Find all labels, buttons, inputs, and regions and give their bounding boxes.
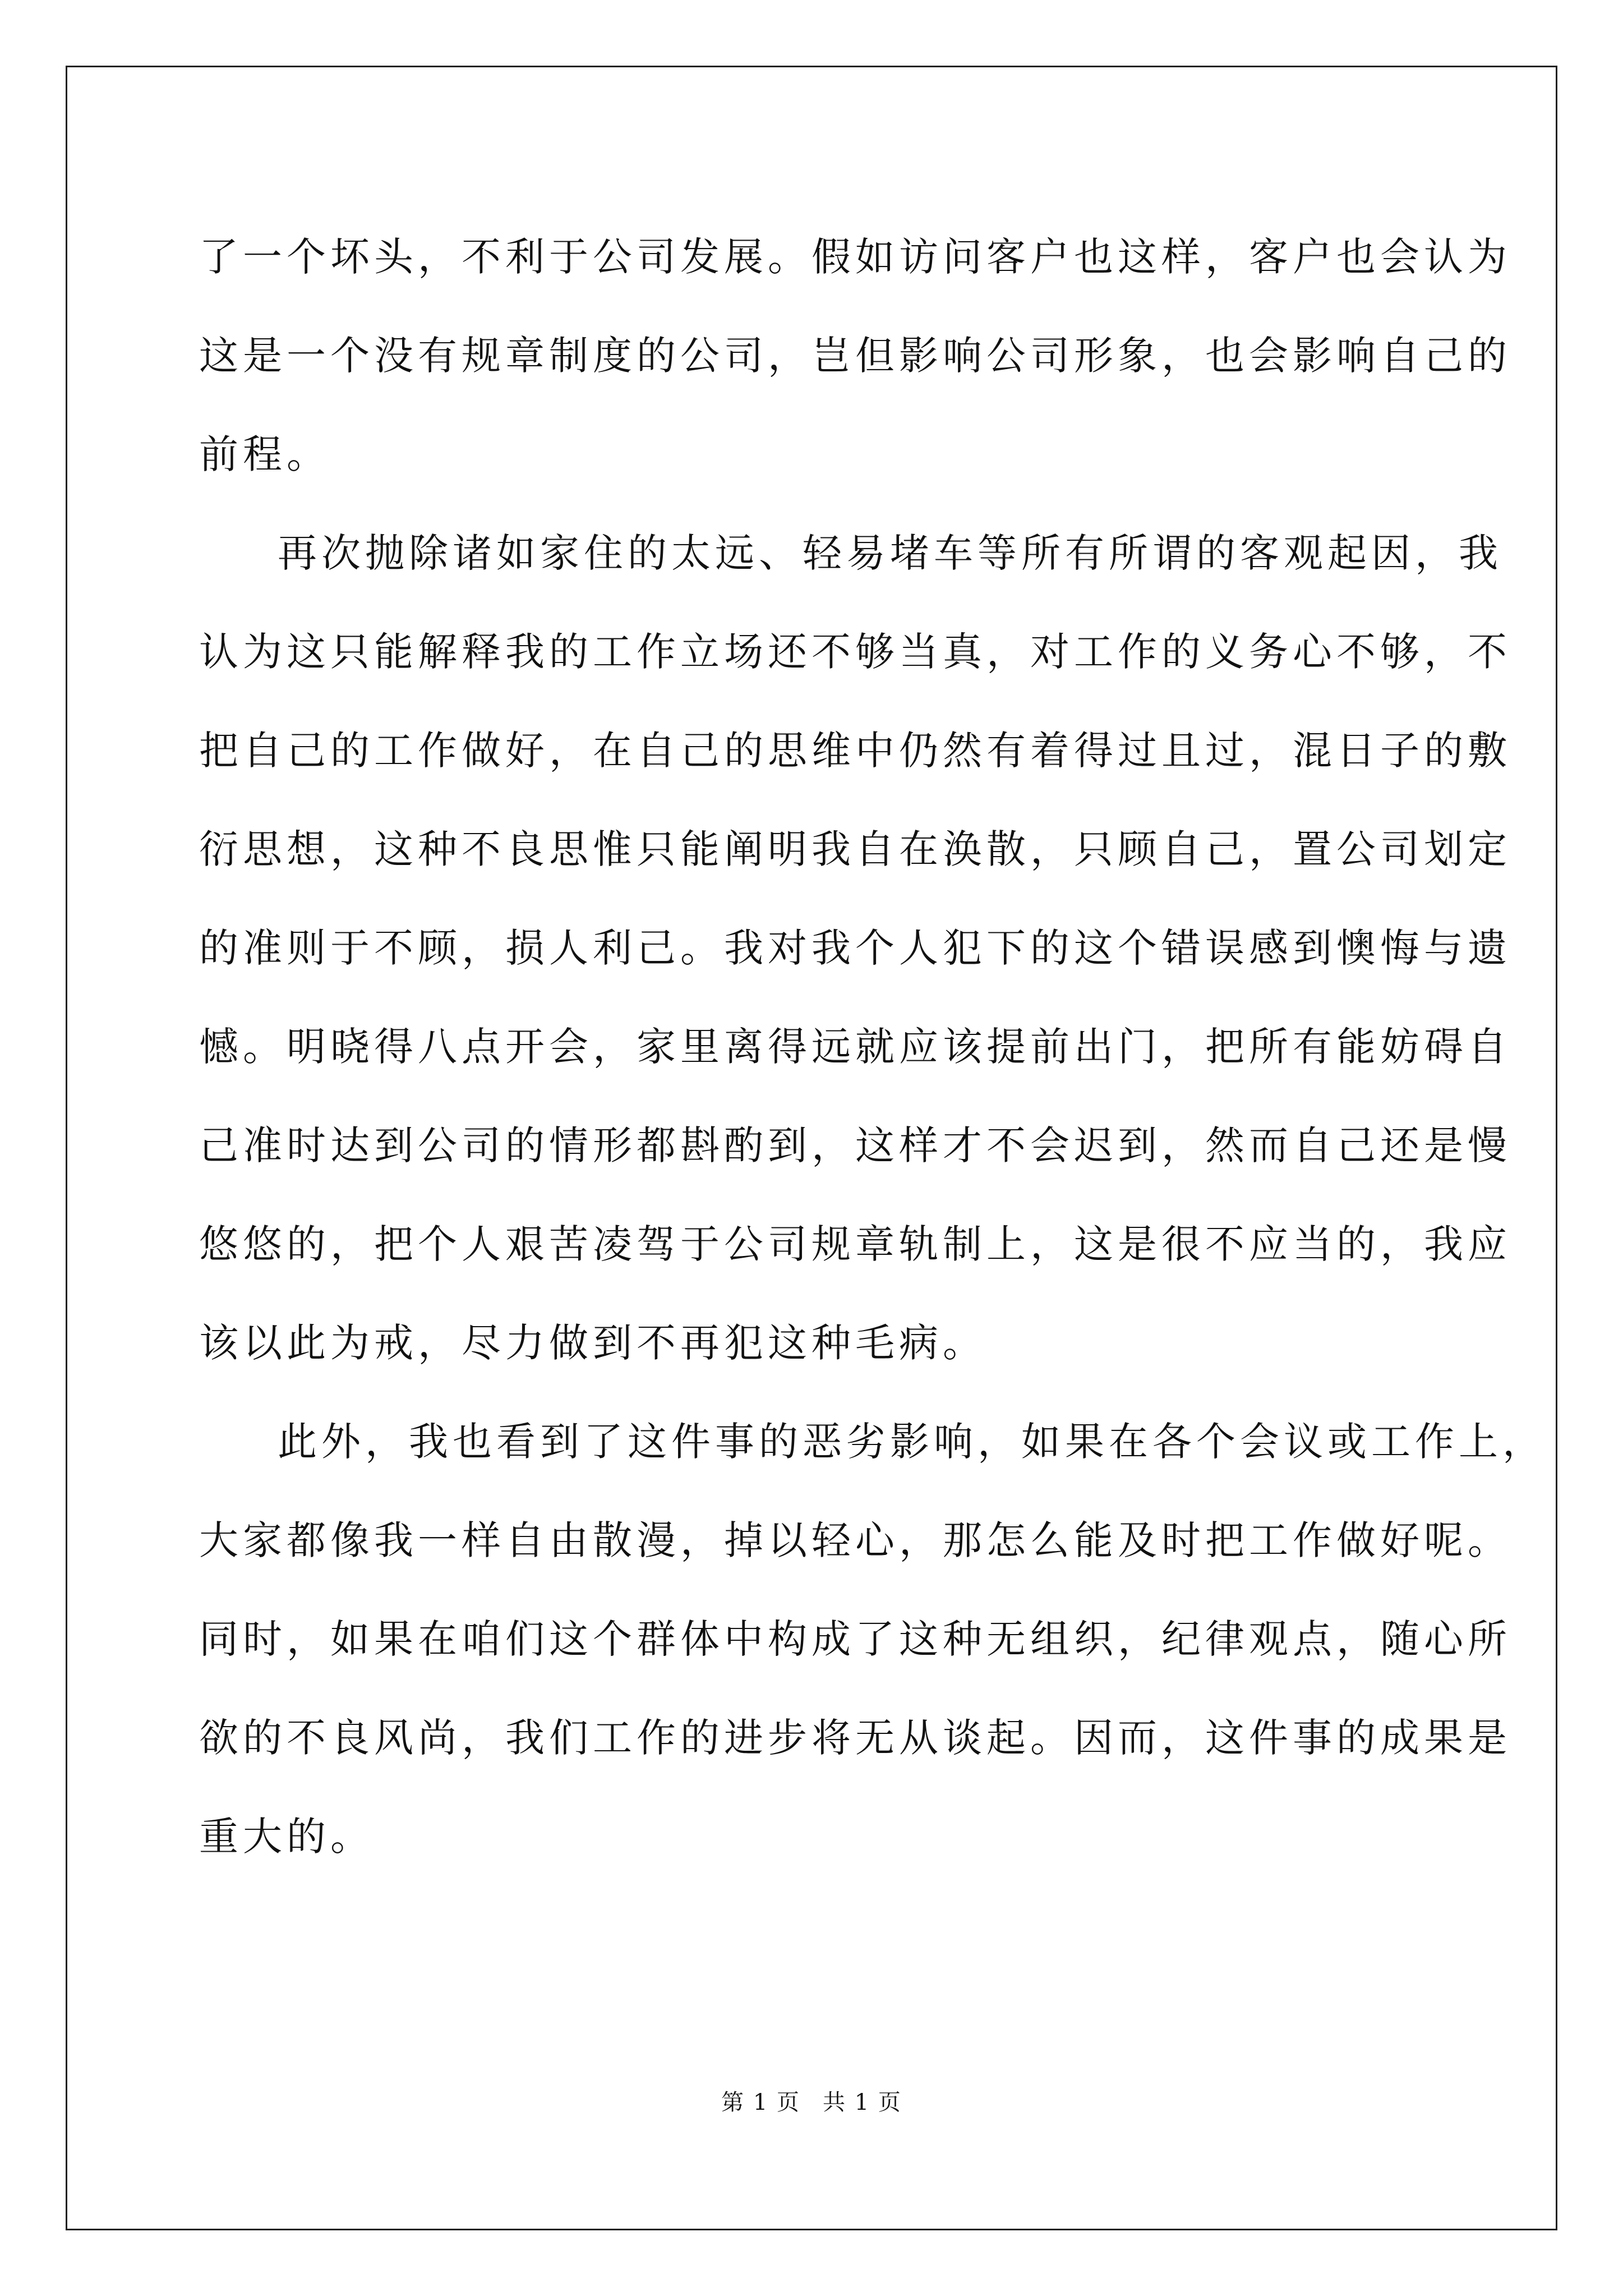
paragraph-start-line: 再次抛除诸如家住的太远、轻易堵车等所有所谓的客观起因，我 <box>278 530 1502 576</box>
text-line: 的准则于不顾，损人利己。我对我个人犯下的这个错误感到懊悔与遗 <box>199 925 1511 971</box>
text-line: 重大的。 <box>199 1814 374 1860</box>
text-line: 了一个坏头，不利于公司发展。假如访问客户也这样，客户也会认为 <box>199 234 1511 280</box>
text-line: 把自己的工作做好，在自己的思维中仍然有着得过且过，混日子的敷 <box>199 728 1511 774</box>
text-line: 这是一个没有规章制度的公司，岂但影响公司形象，也会影响自己的 <box>199 333 1511 379</box>
text-line: 憾。明晓得八点开会，家里离得远就应该提前出门，把所有能妨碍自 <box>199 1024 1511 1070</box>
text-line: 己准时达到公司的情形都斟酌到，这样才不会迟到，然而自己还是慢 <box>199 1122 1511 1168</box>
paragraph-start-line: 此外，我也看到了这件事的恶劣影响，如果在各个会议或工作上， <box>278 1419 1546 1465</box>
text-line: 该以此为戒，尽力做到不再犯这种毛病。 <box>199 1320 986 1366</box>
document-body <box>199 208 1546 1886</box>
page-number-current: 第 1 页 <box>721 2090 800 2115</box>
text-line: 欲的不良风尚，我们工作的进步将无从谈起。因而，这件事的成果是 <box>199 1715 1511 1761</box>
text-line: 同时，如果在咱们这个群体中构成了这种无组织，纪律观点，随心所 <box>199 1616 1511 1662</box>
text-line: 大家都像我一样自由散漫，掉以轻心，那怎么能及时把工作做好呢。 <box>199 1517 1511 1563</box>
text-line: 悠悠的，把个人艰苦凌驾于公司规章轨制上，这是很不应当的，我应 <box>199 1221 1511 1267</box>
text-line: 认为这只能解释我的工作立场还不够当真，对工作的义务心不够，不 <box>199 629 1511 675</box>
text-line: 衍思想，这种不良思惟只能阐明我自在涣散，只顾自己，置公司划定 <box>199 826 1511 872</box>
page-number-total: 共 1 页 <box>823 2090 902 2115</box>
text-line: 前程。 <box>199 431 330 477</box>
page-footer <box>0 2086 1623 2119</box>
